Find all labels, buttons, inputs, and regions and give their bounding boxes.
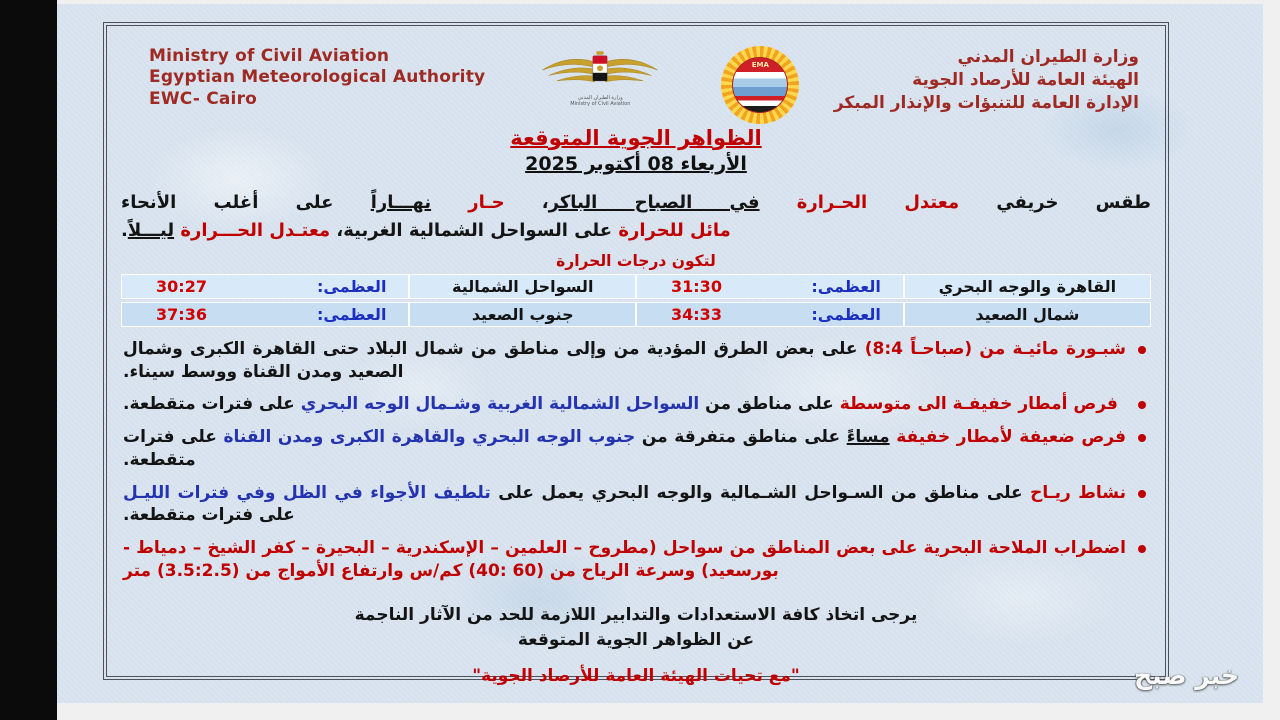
header-english-line: Ministry of Civil Aviation xyxy=(149,46,390,66)
text-segment: في الصباح الباكر xyxy=(548,192,760,213)
text-segment: (3.5:2.5) xyxy=(156,560,240,581)
max-value: 34:33 xyxy=(671,304,722,324)
bulletin-date: الأربعاء 08 أكتوبر 2025 xyxy=(525,153,747,175)
bullet-marker-icon xyxy=(1138,490,1146,498)
header-arabic-line: وزارة الطيران المدني xyxy=(957,47,1139,67)
advisory-line-2: عن الظواهر الجوية المتوقعة xyxy=(517,630,755,651)
bullet-text xyxy=(123,394,1118,414)
text-segment: السواحل الشمالية الغربية وشـمال الوجه البحري xyxy=(294,394,700,415)
left-black-bar xyxy=(0,0,57,720)
header-arabic-line: الإدارة العامة للتنبؤات والإنذار المبكر xyxy=(833,92,1139,113)
text-segment: اضطراب الملاحة البحرية على بعض المناطق من سواحل (مطروح – العلمين – الإسكندرية – البحيرة – كفر الشيخ – دمياط - بورسعيد) وسرعة الرياح من xyxy=(123,538,1126,581)
text-segment: متر xyxy=(123,560,157,581)
text-segment: مساءً xyxy=(846,427,890,448)
bullet-text xyxy=(123,483,1126,526)
wings-logo-caption-ar: وزارة الطيران المدني xyxy=(577,95,623,101)
text-segment: على فترات متقطعة. xyxy=(123,505,295,526)
header-english-line: Egyptian Meteorological Authority xyxy=(149,67,486,88)
wings-logo-caption-en: Ministry of Civil Aviation xyxy=(570,100,631,107)
text-segment: طقس خريفي xyxy=(959,192,1152,213)
text-segment: على بعض الطرق المؤدية من وإلى مناطق من شمال البلاد حتى القاهرة الكبرى وشمال الصعيد ومدن القناة ووسط سيناء. xyxy=(123,338,865,382)
list-item xyxy=(119,537,1153,583)
advisory-line-1: يرجى اتخاذ كافة الاستعدادات والتدابير اللازمة للحد من الآثار الناجمة xyxy=(354,604,918,625)
text-segment: على فترات متقطعة. xyxy=(123,394,295,415)
advisory-note xyxy=(115,603,1157,654)
region-cell: جنوب الصعيد xyxy=(409,302,636,327)
text-segment: فرص أمطار خفيفـة الى متوسطة xyxy=(833,394,1118,415)
max-label: العظمى: xyxy=(317,276,387,296)
bullet-text xyxy=(123,427,1126,470)
header-arabic-line: الهيئة العامة للأرصاد الجوية xyxy=(912,69,1139,90)
list-item xyxy=(119,338,1153,384)
text-segment: جنوب الوجه البحري والقاهرة الكبرى ومدن القناة xyxy=(216,427,636,448)
bullet-marker-icon xyxy=(1138,434,1146,442)
text-segment: نهـــاراً xyxy=(370,192,432,213)
document-header xyxy=(115,36,1157,124)
text-segment: ، xyxy=(504,192,549,213)
phenomena-bullet-list xyxy=(119,338,1153,583)
civil-aviation-wings-logo-icon xyxy=(537,50,663,107)
text-segment: (8:4 صباحـاً) xyxy=(864,338,973,359)
temperature-cell xyxy=(121,302,409,327)
header-english-block xyxy=(149,46,485,110)
watermark: خبر صبح xyxy=(1134,661,1239,690)
title-block xyxy=(115,126,1157,175)
wings-eagle-icon xyxy=(537,50,663,92)
text-segment: على مناطق من السـواحل الشـمالية والوجه البحري يعمل على xyxy=(490,482,1023,503)
bulletin-document xyxy=(103,22,1169,686)
text-segment: حـار xyxy=(431,192,505,213)
list-item xyxy=(119,426,1153,472)
text-segment: ليـــلاً xyxy=(127,219,175,241)
text-segment: . xyxy=(121,219,128,241)
temperature-cell xyxy=(636,302,904,327)
header-arabic-block xyxy=(834,46,1143,115)
text-segment: تلطيف الأجواء في الظل وفي فترات الليـل xyxy=(123,482,491,503)
summary-line-2 xyxy=(121,217,1151,245)
max-label: العظمى: xyxy=(317,304,387,324)
temperature-cell xyxy=(636,274,904,299)
table-row xyxy=(121,302,1151,327)
text-segment: شبـورة مائيـة من xyxy=(972,338,1126,359)
max-value: 37:36 xyxy=(156,304,207,324)
max-label: العظمى: xyxy=(811,304,881,324)
ema-sun-logo-icon xyxy=(721,46,799,124)
text-segment: على مناطق متفرقة من xyxy=(635,427,847,448)
text-segment: فرص ضعيفة لأمطار خفيفة xyxy=(889,427,1126,448)
text-segment: مائل للحرارة xyxy=(612,219,731,241)
text-segment: على مناطق من xyxy=(699,394,834,415)
region-cell: شمال الصعيد xyxy=(904,302,1151,327)
text-segment: كم/س وارتفاع الأمواج من xyxy=(239,560,469,581)
table-row xyxy=(121,274,1151,299)
text-segment: على أغلب الأنحاء xyxy=(121,192,371,213)
text-segment: (40: 60) xyxy=(468,560,544,581)
temperatures-caption: لتكون درجات الحرارة xyxy=(556,251,716,270)
summary-line-1 xyxy=(121,189,1151,217)
region-cell: السواحل الشمالية xyxy=(409,274,636,299)
bullet-marker-icon xyxy=(1138,401,1146,409)
region-cell: القاهرة والوجه البحري xyxy=(904,274,1151,299)
max-value: 31:30 xyxy=(671,276,722,296)
header-english-line: EWC- Cairo xyxy=(149,88,258,109)
list-item xyxy=(119,393,1153,416)
text-segment: معتدل الحـرارة xyxy=(759,192,960,213)
temperature-cell xyxy=(121,274,409,299)
max-label: العظمى: xyxy=(811,276,881,296)
ema-logo-globe xyxy=(732,57,788,113)
list-item xyxy=(119,482,1153,528)
closing-greeting: "مع تحيات الهيئة العامة للأرصاد الجوية" xyxy=(472,665,800,686)
bulletin-photo-area xyxy=(57,4,1263,703)
max-value: 30:27 xyxy=(156,276,207,296)
text-segment: على السواحل الشمالية الغربية، xyxy=(330,219,613,241)
weather-summary-paragraph xyxy=(121,189,1151,245)
page-title: الظواهر الجوية المتوقعة xyxy=(510,126,762,150)
text-segment: معتـدل الحـــرارة xyxy=(174,219,331,241)
text-segment: على فترات متقطعة. xyxy=(123,427,217,470)
temperatures-table xyxy=(121,274,1151,327)
text-segment: نشاط ريـاح xyxy=(1022,482,1126,503)
ema-logo-label: EMA xyxy=(751,61,769,69)
bullet-marker-icon xyxy=(1138,545,1146,553)
bullet-text xyxy=(123,339,1126,382)
bullet-text xyxy=(123,538,1126,581)
bullet-marker-icon xyxy=(1138,346,1146,354)
